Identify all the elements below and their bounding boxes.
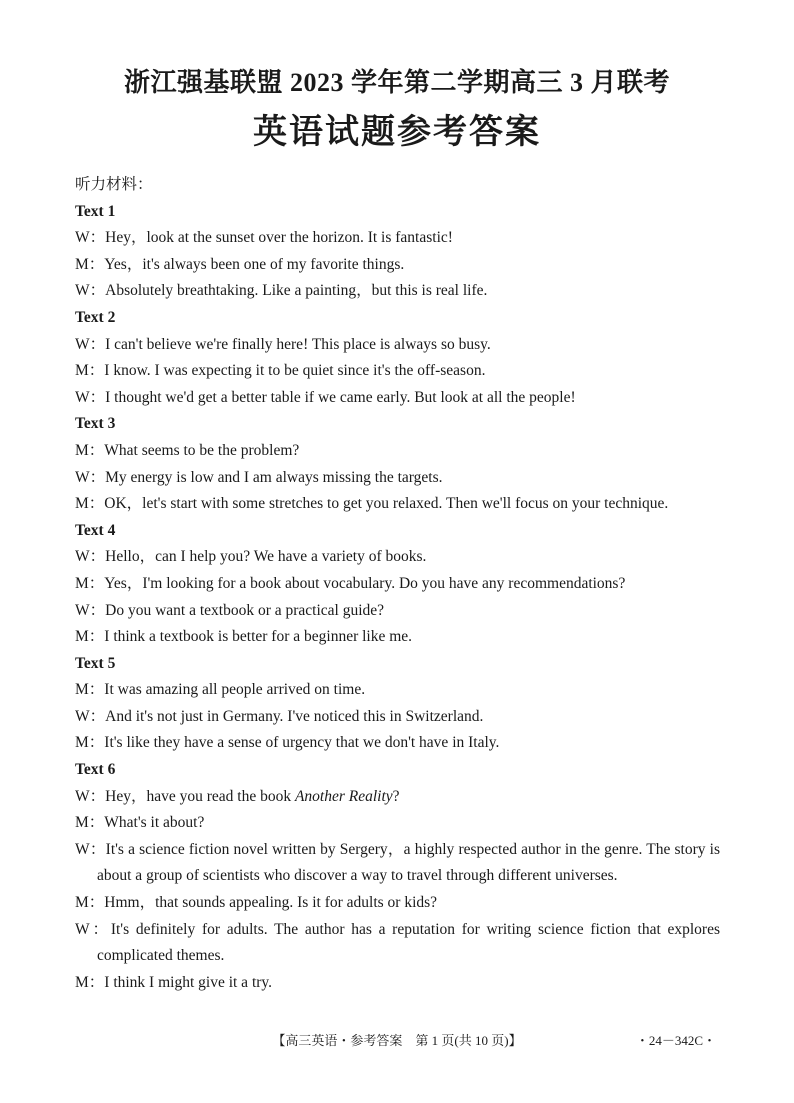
- book-title: Another Reality: [294, 787, 393, 805]
- text-heading: Text 6: [75, 761, 116, 779]
- text-heading: Text 4: [75, 521, 116, 539]
- dialogue-line: M：I think a textbook is better for a beginner like me.: [75, 628, 413, 646]
- footer-doc-code: ・24－342C・: [635, 1033, 716, 1048]
- footer-page-info: 【高三英语・参考答案 第 1 页(共 10 页)】: [272, 1033, 522, 1048]
- listening-material: [75, 172, 720, 996]
- text-heading: Text 5: [75, 654, 116, 672]
- text-block-6: [75, 757, 720, 996]
- exam-title: 浙江强基联盟 2023 学年第二学期高三 3 月联考: [123, 68, 670, 97]
- dialogue-line: M：I think I might give it a try.: [75, 973, 273, 991]
- text-block-1: [75, 199, 720, 305]
- text-heading: Text 2: [75, 308, 116, 326]
- dialogue-line: W：Hello，can I help you? We have a variety of books.: [75, 548, 427, 566]
- section-label: 听力材料：: [75, 176, 153, 193]
- dialogue-line: M：Hmm，that sounds appealing. Is it for adults or kids?: [75, 894, 438, 912]
- dialogue-line: M：It's like they have a sense of urgency that we don't have in Italy.: [75, 734, 500, 752]
- dialogue-paragraph: W：It's definitely for adults. The author has a reputation for writing science fiction that explores complicated themes.: [75, 920, 720, 965]
- text-block-5: [75, 651, 720, 757]
- document-subtitle: 英语试题参考答案: [253, 114, 541, 151]
- text-block-4: [75, 518, 720, 651]
- text-heading: Text 3: [75, 415, 116, 433]
- dialogue-line: M：What's it about?: [75, 814, 205, 832]
- dialogue-line: M：Yes，I'm looking for a book about vocabulary. Do you have any recommendations?: [75, 574, 626, 592]
- dialogue-line: M：OK，let's start with some stretches to get you relaxed. Then we'll focus on your technique.: [75, 495, 669, 513]
- text-block-2: [75, 305, 720, 411]
- dialogue-line: M：Yes，it's always been one of my favorite things.: [75, 255, 405, 273]
- dialogue-line: W：I thought we'd get a better table if we came early. But look at all the people!: [75, 388, 576, 406]
- dialogue-paragraph: W：It's a science fiction novel written by Sergery，a highly respected author in the genre. The story is about a group of scientists who discover a way to travel through different universes.: [75, 840, 720, 885]
- line-prefix: W：Hey，have you read the book: [75, 787, 295, 805]
- dialogue-line: M：I know. I was expecting it to be quiet since it's the off-season.: [75, 362, 486, 380]
- text-block-3: [75, 411, 720, 517]
- dialogue-line: W：My energy is low and I am always missing the targets.: [75, 468, 443, 486]
- dialogue-line: W：Absolutely breathtaking. Like a painting，but this is real life.: [75, 282, 488, 300]
- text-heading: Text 1: [75, 202, 116, 220]
- dialogue-line: M：It was amazing all people arrived on time.: [75, 681, 366, 699]
- dialogue-line: W：Do you want a textbook or a practical guide?: [75, 601, 385, 619]
- dialogue-line: W：Hey，look at the sunset over the horizon. It is fantastic!: [75, 229, 453, 247]
- dialogue-line: M：What seems to be the problem?: [75, 441, 300, 459]
- line-suffix: ?: [392, 787, 400, 805]
- dialogue-line: W：I can't believe we're finally here! This place is always so busy.: [75, 335, 491, 353]
- dialogue-line: W：And it's not just in Germany. I've noticed this in Switzerland.: [75, 707, 484, 725]
- dialogue-line: [75, 784, 720, 811]
